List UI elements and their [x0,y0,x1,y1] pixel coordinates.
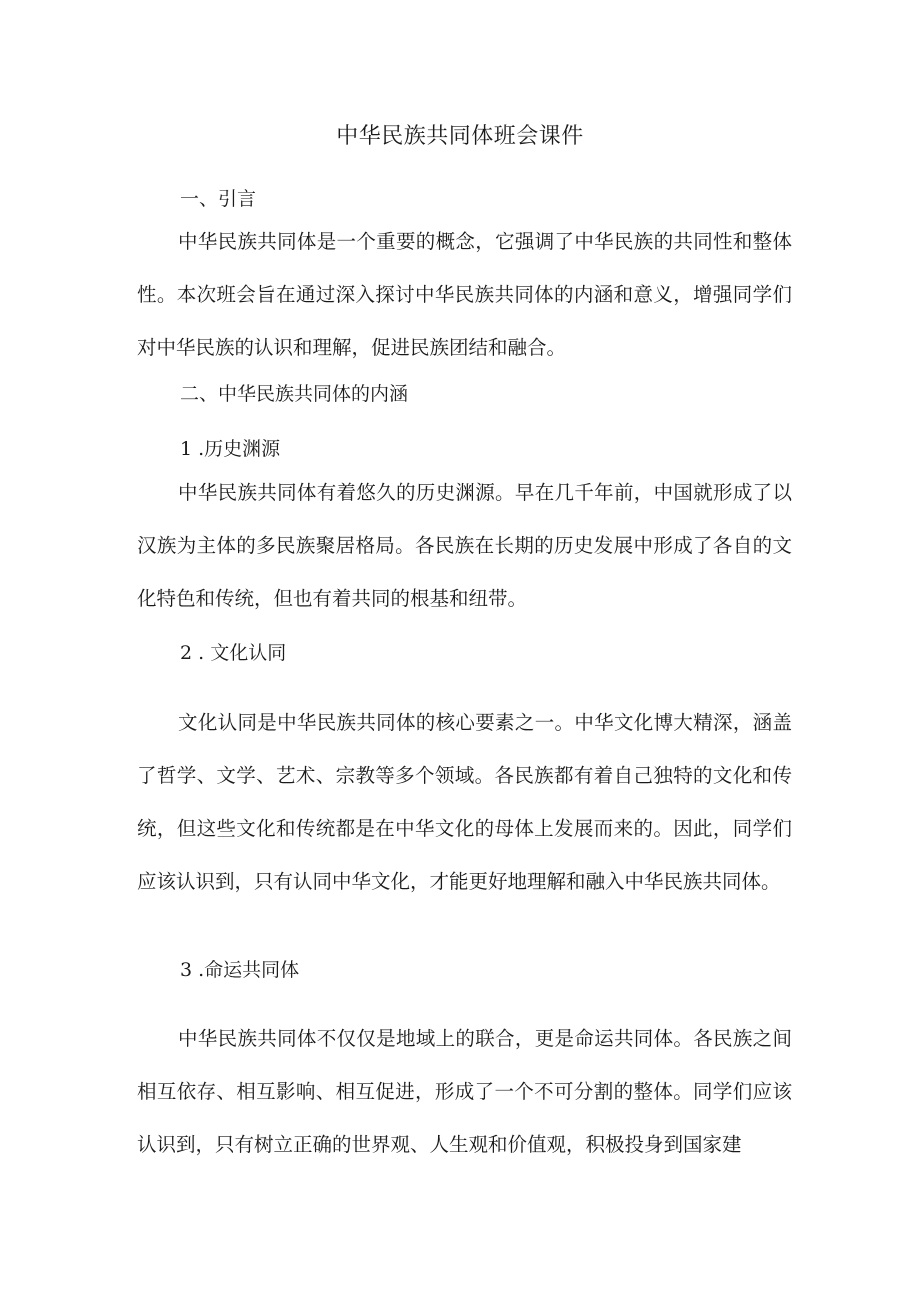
paragraph-destiny: 中华民族共同体不仅仅是地域上的联合，更是命运共同体。各民族之间相互依存、相互影响、相互促进，形成了一个不可分割的整体。同学们应该认识到，只有树立正确的世界观、人生观和价值观，积极投身到国家建 [137,1027,792,1156]
section-heading-connotation: 二、中华民族共同体的内涵 [180,383,409,405]
paragraph-history: 中华民族共同体有着悠久的历史渊源。早在几千年前，中国就形成了以汉族为主体的多民族聚居格局。各民族在长期的历史发展中形成了各自的文化特色和传统，但也有着共同的根基和纽带。 [137,481,792,610]
paragraph-culture: 文化认同是中华民族共同体的核心要素之一。中华文化博大精深，涵盖了哲学、文学、艺术、宗教等多个领域。各民族都有着自己独特的文化和传统，但这些文化和传统都是在中华文化的母体上发展而来的。因此，同学们应该认识到，只有认同中华文化，才能更好地理解和融入中华民族共同体。 [137,711,792,893]
paragraph-intro: 中华民族共同体是一个重要的概念，它强调了中华民族的共同性和整体性。本次班会旨在通过深入探讨中华民族共同体的内涵和意义，增强同学们对中华民族的认识和理解，促进民族团结和融合。 [137,230,792,359]
document-title: 中华民族共同体班会课件 [336,124,584,149]
subheading-history: 1 .历史渊源 [180,438,281,460]
subheading-destiny: 3 .命运共同体 [180,959,300,981]
section-heading-intro: 一、引言 [180,188,257,210]
subheading-culture: 2 . 文化认同 [180,642,287,664]
